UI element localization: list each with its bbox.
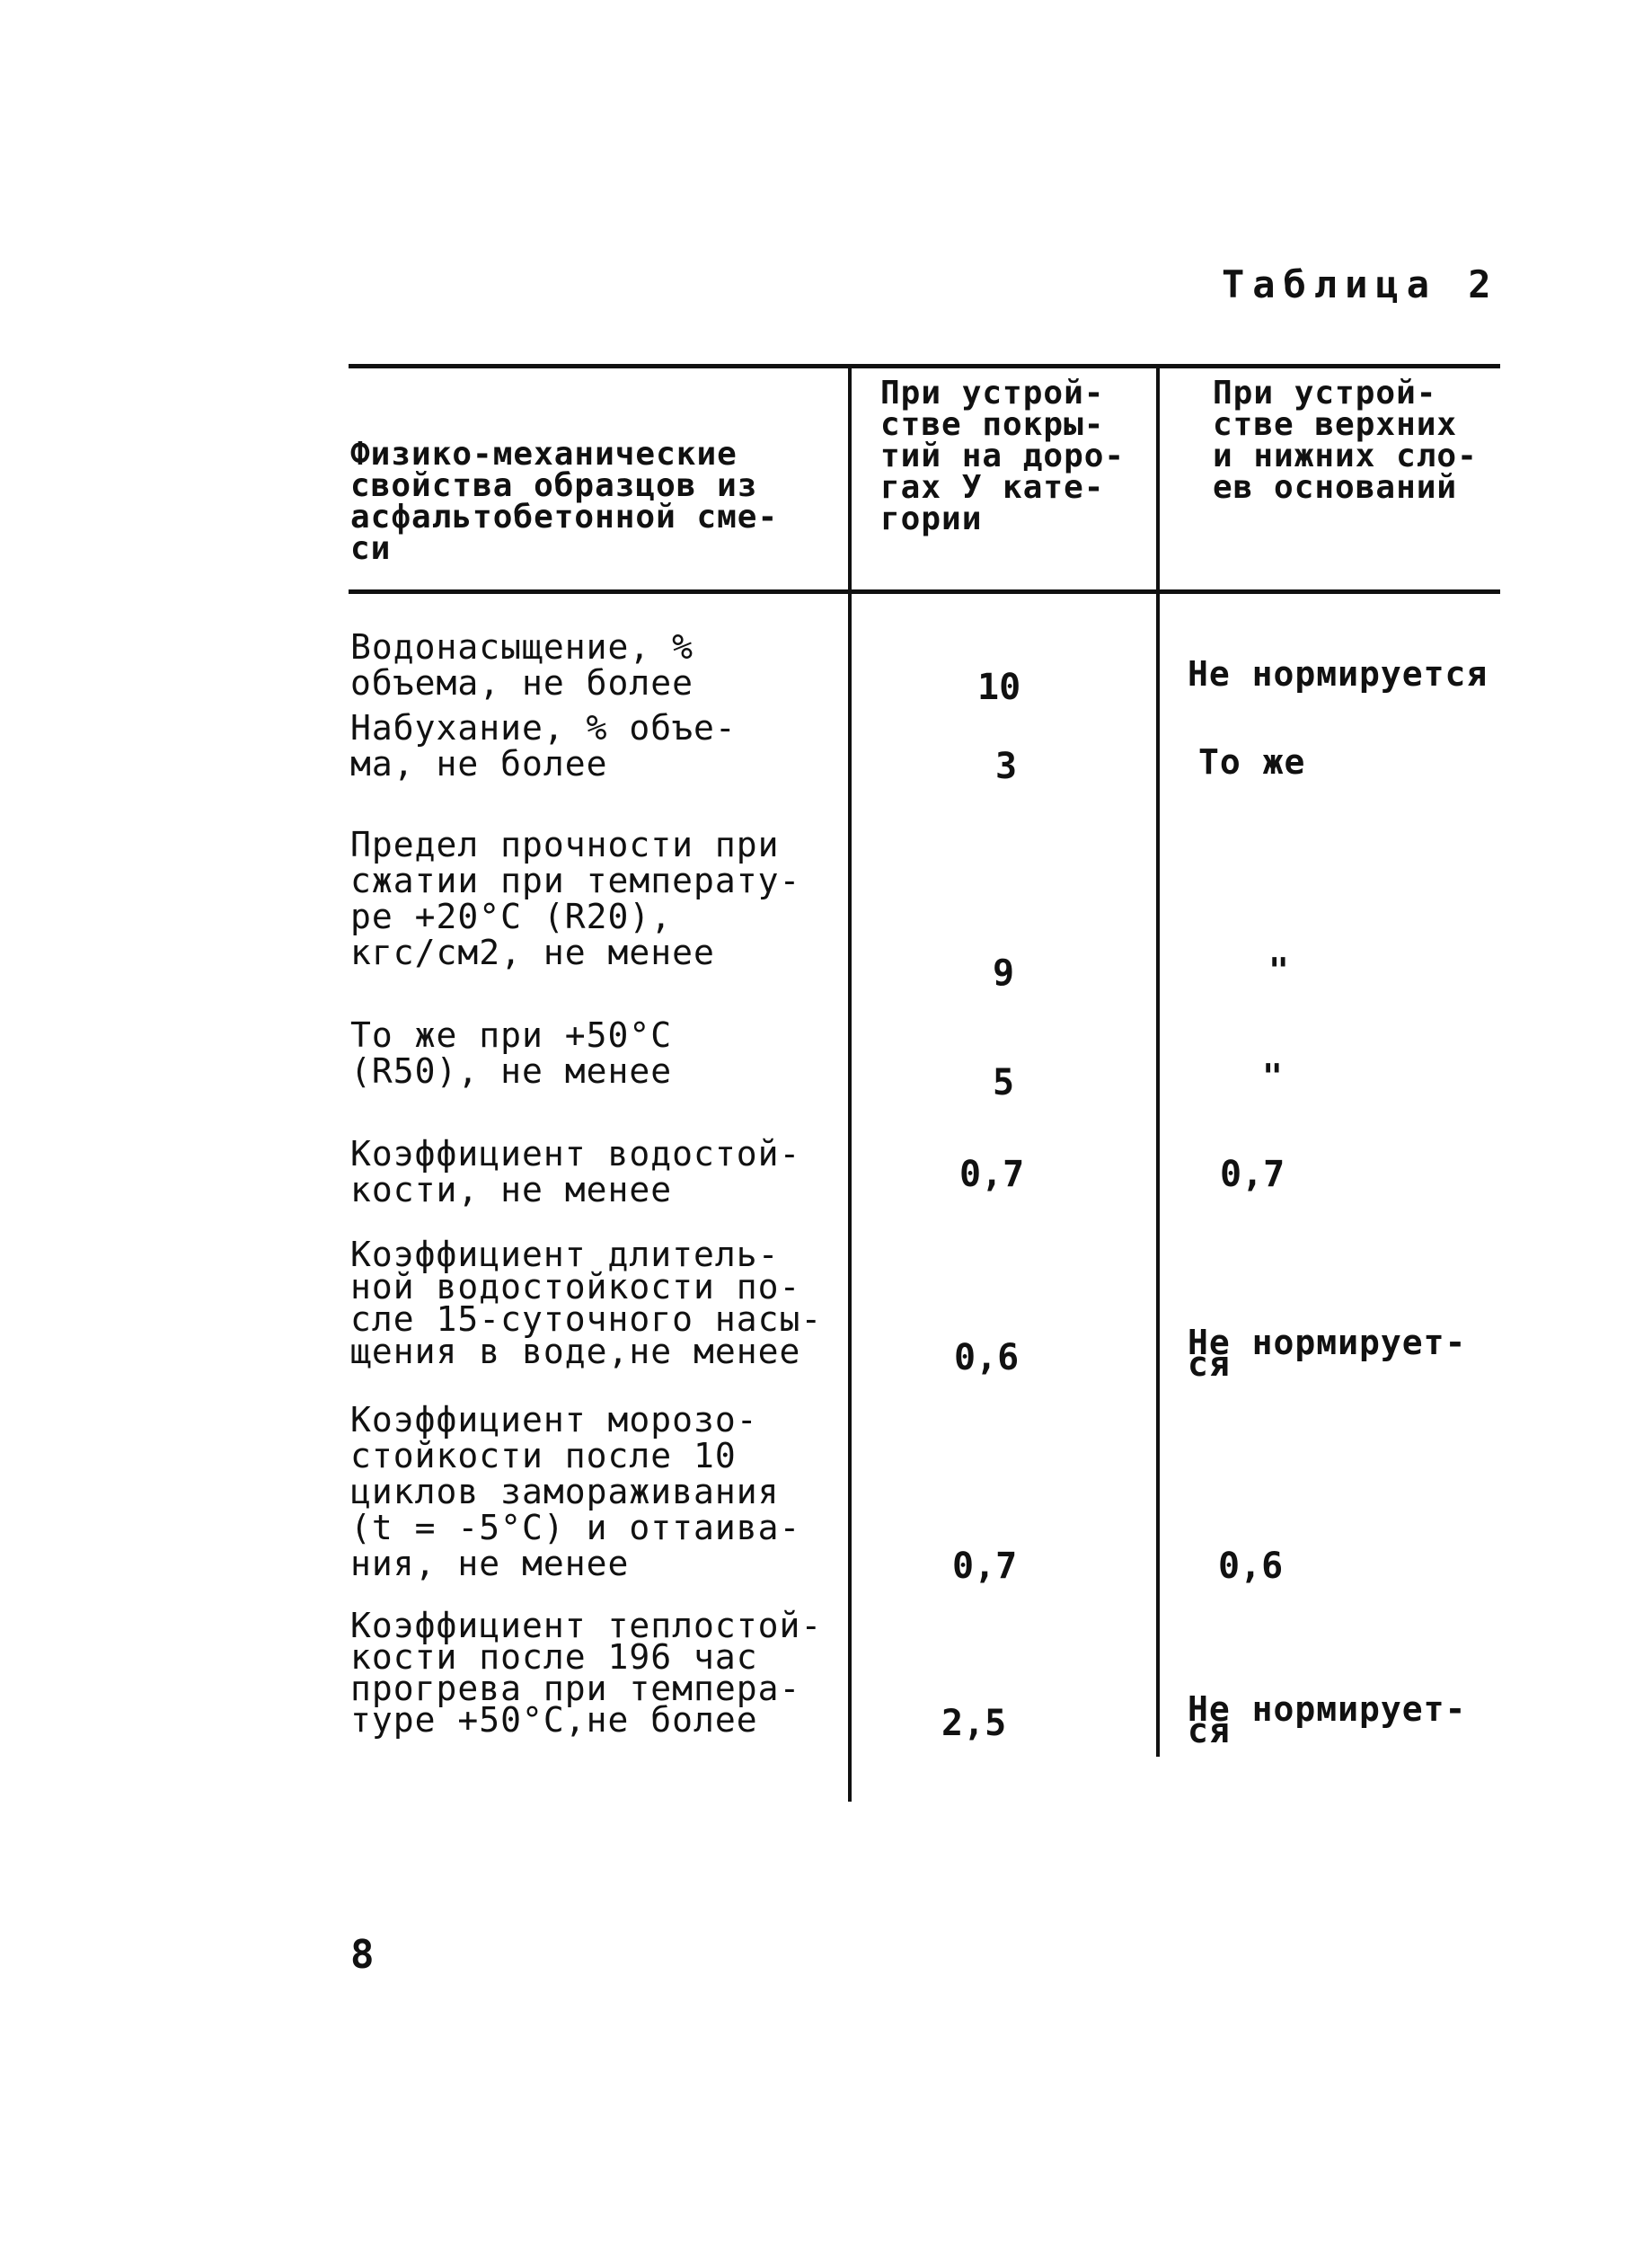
row-water-saturation-col2: Не нормируется [1188,654,1489,694]
table-header-rule [349,589,1500,594]
row-frost-resistance-property: Коэффициент морозо- стойкости после 10 циклов замораживания (t = -5°C) и оттаива- ния, не менее [350,1400,801,1583]
table-title: Таблица 2 [1222,262,1499,306]
row-strength-20-property: Предел прочности при сжатии при температу- ре +20°C (R20), кгс/см2, не менее [350,825,801,972]
row-long-water-resistance-property: Коэффициент длитель- ной водостойкости по- сле 15-суточного насы- щения в воде,не менее [350,1235,823,1371]
table-top-rule [349,364,1500,368]
page-number: 8 [350,1932,375,1978]
row-strength-50-col2: " [1262,1057,1284,1096]
header-properties: Физико-механические свойства образцов из асфальтобетонной сме- си [350,436,779,567]
row-water-resistance-col1: 0,7 [959,1154,1025,1195]
row-swelling-col1: 3 [995,746,1018,787]
row-water-saturation-col1: 10 [977,667,1021,708]
column-divider-2 [1156,364,1160,1757]
row-water-saturation-property: Водонасыщение, % объема, не более [350,627,694,703]
row-strength-50-col1: 5 [993,1062,1015,1103]
row-heat-resistance-col1: 2,5 [941,1703,1007,1744]
row-frost-resistance-col2: 0,6 [1218,1546,1284,1587]
row-strength-50-property: То же при +50°C (R50), не менее [350,1015,673,1091]
row-strength-20-col1: 9 [993,952,1015,994]
column-divider-1 [848,364,852,1802]
row-long-water-resistance-col2: Не нормирует- ся [1188,1323,1467,1384]
row-water-resistance-property: Коэффициент водостой- кости, не менее [350,1134,801,1209]
row-swelling-property: Набухание, % объе- ма, не более [350,708,737,784]
header-category-v: При устрой- стве покры- тий на доро- гах У кате- гории [880,375,1126,537]
row-long-water-resistance-col1: 0,6 [954,1337,1020,1378]
row-heat-resistance-property: Коэффициент теплостой- кости после 196 час прогрева при темпера- туре +50°C,не более [350,1606,823,1740]
row-heat-resistance-col2: Не нормирует- ся [1188,1689,1467,1750]
row-swelling-col2: То же [1198,742,1306,782]
row-strength-20-col2: " [1268,951,1290,990]
row-frost-resistance-col1: 0,7 [952,1546,1018,1587]
row-water-resistance-col2: 0,7 [1220,1154,1285,1195]
header-base-layers: При устрой- стве верхних и нижних сло- ев оснований [1213,375,1478,506]
